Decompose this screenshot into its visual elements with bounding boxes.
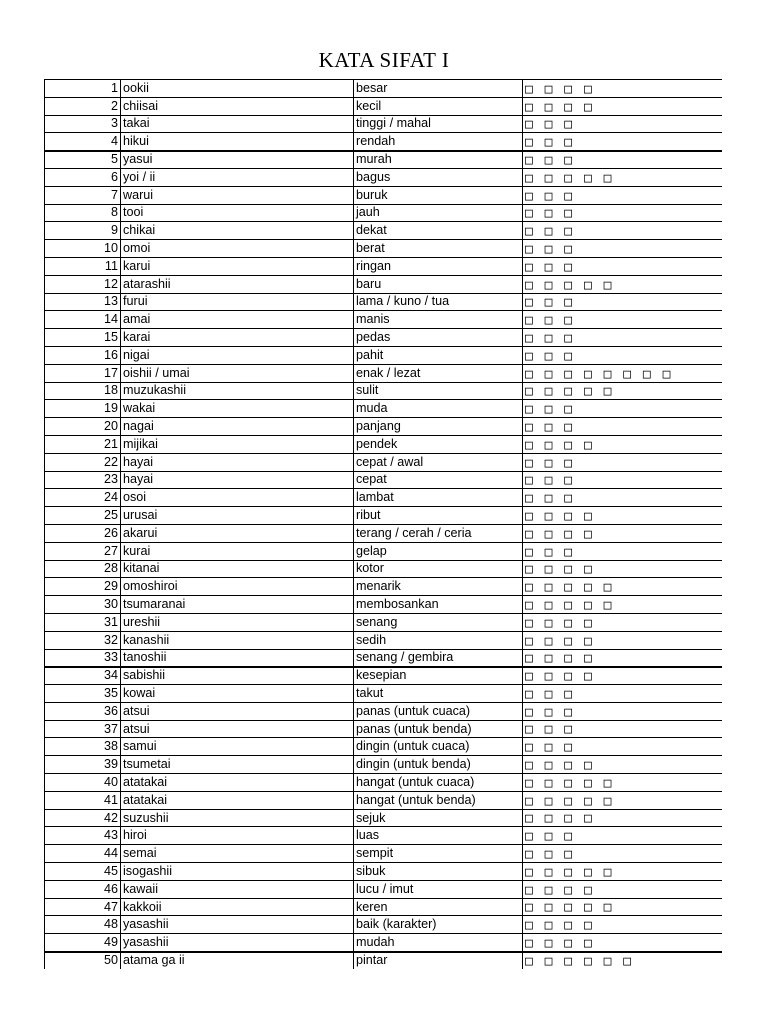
kana-cell: □ □ □ □ <box>523 756 722 774</box>
row-number-cell: 18 <box>45 382 121 400</box>
romaji-cell: hikui <box>121 133 354 151</box>
kana-cell: □ □ □ □ □ <box>523 578 722 596</box>
meaning-cell: kecil <box>354 97 523 115</box>
row-number-cell: 32 <box>45 631 121 649</box>
romaji-cell: akarui <box>121 524 354 542</box>
row-number-cell: 37 <box>45 720 121 738</box>
vocabulary-table <box>44 79 722 969</box>
kana-cell: □ □ □ □ <box>523 880 722 898</box>
romaji-cell: warui <box>121 186 354 204</box>
romaji-cell: furui <box>121 293 354 311</box>
kana-cell: □ □ □ □ <box>523 435 722 453</box>
romaji-cell: atarashii <box>121 275 354 293</box>
romaji-cell: oishii / umai <box>121 364 354 382</box>
meaning-cell: baru <box>354 275 523 293</box>
meaning-cell: berat <box>354 240 523 258</box>
table-row <box>45 702 722 720</box>
meaning-cell: pedas <box>354 329 523 347</box>
meaning-cell: luas <box>354 827 523 845</box>
kana-cell: □ □ □ <box>523 720 722 738</box>
kana-cell: □ □ □ □ □ □ <box>523 952 722 970</box>
romaji-cell: nigai <box>121 346 354 364</box>
romaji-cell: yasashii <box>121 934 354 952</box>
romaji-cell: yasui <box>121 151 354 169</box>
romaji-cell: tsumaranai <box>121 596 354 614</box>
meaning-cell: lama / kuno / tua <box>354 293 523 311</box>
meaning-cell: dingin (untuk cuaca) <box>354 738 523 756</box>
kana-cell: □ □ □ □ <box>523 507 722 525</box>
kana-cell: □ □ □ <box>523 845 722 863</box>
meaning-cell: panas (untuk cuaca) <box>354 702 523 720</box>
meaning-cell: panas (untuk benda) <box>354 720 523 738</box>
romaji-cell: sabishii <box>121 667 354 685</box>
kana-cell: □ □ □ □ <box>523 613 722 631</box>
meaning-cell: keren <box>354 898 523 916</box>
romaji-cell: isogashii <box>121 863 354 881</box>
meaning-cell: baik (karakter) <box>354 916 523 934</box>
meaning-cell: mudah <box>354 934 523 952</box>
kana-cell: □ □ □ <box>523 685 722 703</box>
kana-cell: □ □ □ <box>523 738 722 756</box>
table-row <box>45 631 722 649</box>
romaji-cell: yoi / ii <box>121 168 354 186</box>
table-row <box>45 720 722 738</box>
table-row <box>45 596 722 614</box>
romaji-cell: hayai <box>121 471 354 489</box>
table-row <box>45 578 722 596</box>
meaning-cell: senang / gembira <box>354 649 523 667</box>
kana-cell: □ □ □ <box>523 293 722 311</box>
row-number-cell: 38 <box>45 738 121 756</box>
romaji-cell: tsumetai <box>121 756 354 774</box>
table-row <box>45 880 722 898</box>
romaji-cell: kakkoii <box>121 898 354 916</box>
kana-cell: □ □ □ □ □ <box>523 774 722 792</box>
romaji-cell: osoi <box>121 489 354 507</box>
meaning-cell: lucu / imut <box>354 880 523 898</box>
kana-cell: □ □ □ □ <box>523 916 722 934</box>
kana-cell: □ □ □ □ □ <box>523 596 722 614</box>
table-row <box>45 845 722 863</box>
row-number-cell: 31 <box>45 613 121 631</box>
romaji-cell: atatakai <box>121 791 354 809</box>
table-row <box>45 667 722 685</box>
meaning-cell: kotor <box>354 560 523 578</box>
meaning-cell: enak / lezat <box>354 364 523 382</box>
table-row <box>45 222 722 240</box>
kana-cell: □ □ □ <box>523 222 722 240</box>
table-row <box>45 649 722 667</box>
table-row <box>45 133 722 151</box>
table-row <box>45 364 722 382</box>
kana-cell: □ □ □ □ □ <box>523 382 722 400</box>
kana-cell: □ □ □ □ <box>523 809 722 827</box>
row-number-cell: 23 <box>45 471 121 489</box>
romaji-cell: omoshiroi <box>121 578 354 596</box>
row-number-cell: 8 <box>45 204 121 222</box>
row-number-cell: 10 <box>45 240 121 258</box>
romaji-cell: kanashii <box>121 631 354 649</box>
romaji-cell: chikai <box>121 222 354 240</box>
page-title: KATA SIFAT I <box>318 48 450 72</box>
row-number-cell: 49 <box>45 934 121 952</box>
table-row <box>45 774 722 792</box>
row-number-cell: 17 <box>45 364 121 382</box>
romaji-cell: samui <box>121 738 354 756</box>
table-row <box>45 204 722 222</box>
vocabulary-table-body <box>45 80 722 970</box>
meaning-cell: sejuk <box>354 809 523 827</box>
table-row <box>45 489 722 507</box>
meaning-cell: dingin (untuk benda) <box>354 756 523 774</box>
kana-cell: □ □ □ □ □ <box>523 898 722 916</box>
kana-cell: □ □ □ <box>523 133 722 151</box>
romaji-cell: kitanai <box>121 560 354 578</box>
row-number-cell: 2 <box>45 97 121 115</box>
meaning-cell: pendek <box>354 435 523 453</box>
row-number-cell: 45 <box>45 863 121 881</box>
kana-cell: □ □ □ <box>523 471 722 489</box>
table-row <box>45 382 722 400</box>
row-number-cell: 48 <box>45 916 121 934</box>
meaning-cell: cepat / awal <box>354 453 523 471</box>
row-number-cell: 34 <box>45 667 121 685</box>
table-row <box>45 418 722 436</box>
romaji-cell: karui <box>121 257 354 275</box>
romaji-cell: omoi <box>121 240 354 258</box>
table-row <box>45 311 722 329</box>
meaning-cell: tinggi / mahal <box>354 115 523 133</box>
kana-cell: □ □ □ <box>523 489 722 507</box>
row-number-cell: 35 <box>45 685 121 703</box>
kana-cell: □ □ □ <box>523 311 722 329</box>
meaning-cell: jauh <box>354 204 523 222</box>
table-row <box>45 756 722 774</box>
kana-cell: □ □ □ □ <box>523 524 722 542</box>
romaji-cell: hiroi <box>121 827 354 845</box>
kana-cell: □ □ □ □ <box>523 80 722 98</box>
meaning-cell: gelap <box>354 542 523 560</box>
meaning-cell: bagus <box>354 168 523 186</box>
row-number-cell: 1 <box>45 80 121 98</box>
romaji-cell: semai <box>121 845 354 863</box>
kana-cell: □ □ □ <box>523 400 722 418</box>
table-row <box>45 791 722 809</box>
romaji-cell: kawaii <box>121 880 354 898</box>
meaning-cell: ribut <box>354 507 523 525</box>
kana-cell: □ □ □ □ <box>523 97 722 115</box>
meaning-cell: sedih <box>354 631 523 649</box>
table-row <box>45 507 722 525</box>
row-number-cell: 50 <box>45 952 121 970</box>
table-row <box>45 524 722 542</box>
kana-cell: □ □ □ □ <box>523 631 722 649</box>
meaning-cell: pahit <box>354 346 523 364</box>
row-number-cell: 28 <box>45 560 121 578</box>
row-number-cell: 7 <box>45 186 121 204</box>
kana-cell: □ □ □ <box>523 240 722 258</box>
meaning-cell: buruk <box>354 186 523 204</box>
table-row <box>45 898 722 916</box>
kana-cell: □ □ □ □ <box>523 934 722 952</box>
row-number-cell: 29 <box>45 578 121 596</box>
kana-cell: □ □ □ <box>523 257 722 275</box>
kana-cell: □ □ □ □ □ <box>523 168 722 186</box>
table-row <box>45 275 722 293</box>
kana-cell: □ □ □ <box>523 827 722 845</box>
row-number-cell: 25 <box>45 507 121 525</box>
row-number-cell: 12 <box>45 275 121 293</box>
romaji-cell: muzukashii <box>121 382 354 400</box>
table-row <box>45 738 722 756</box>
meaning-cell: senang <box>354 613 523 631</box>
kana-cell: □ □ □ □ <box>523 649 722 667</box>
table-row <box>45 329 722 347</box>
table-row <box>45 542 722 560</box>
table-row <box>45 97 722 115</box>
meaning-cell: kesepian <box>354 667 523 685</box>
romaji-cell: atama ga ii <box>121 952 354 970</box>
row-number-cell: 9 <box>45 222 121 240</box>
row-number-cell: 11 <box>45 257 121 275</box>
table-row <box>45 453 722 471</box>
meaning-cell: sibuk <box>354 863 523 881</box>
row-number-cell: 40 <box>45 774 121 792</box>
row-number-cell: 43 <box>45 827 121 845</box>
romaji-cell: ureshii <box>121 613 354 631</box>
meaning-cell: sempit <box>354 845 523 863</box>
table-row <box>45 186 722 204</box>
romaji-cell: nagai <box>121 418 354 436</box>
romaji-cell: yasashii <box>121 916 354 934</box>
table-row <box>45 952 722 970</box>
meaning-cell: muda <box>354 400 523 418</box>
kana-cell: □ □ □ <box>523 186 722 204</box>
kana-cell: □ □ □ <box>523 453 722 471</box>
row-number-cell: 4 <box>45 133 121 151</box>
row-number-cell: 19 <box>45 400 121 418</box>
table-row <box>45 560 722 578</box>
meaning-cell: sulit <box>354 382 523 400</box>
row-number-cell: 16 <box>45 346 121 364</box>
kana-cell: □ □ □ <box>523 702 722 720</box>
meaning-cell: pintar <box>354 952 523 970</box>
row-number-cell: 15 <box>45 329 121 347</box>
meaning-cell: membosankan <box>354 596 523 614</box>
romaji-cell: amai <box>121 311 354 329</box>
kana-cell: □ □ □ <box>523 115 722 133</box>
table-row <box>45 827 722 845</box>
meaning-cell: ringan <box>354 257 523 275</box>
kana-cell: □ □ □ <box>523 542 722 560</box>
meaning-cell: terang / cerah / ceria <box>354 524 523 542</box>
table-row <box>45 168 722 186</box>
table-row <box>45 435 722 453</box>
row-number-cell: 3 <box>45 115 121 133</box>
kana-cell: □ □ □ □ □ <box>523 791 722 809</box>
row-number-cell: 44 <box>45 845 121 863</box>
meaning-cell: menarik <box>354 578 523 596</box>
meaning-cell: besar <box>354 80 523 98</box>
table-row <box>45 613 722 631</box>
row-number-cell: 39 <box>45 756 121 774</box>
row-number-cell: 20 <box>45 418 121 436</box>
romaji-cell: suzushii <box>121 809 354 827</box>
romaji-cell: ookii <box>121 80 354 98</box>
row-number-cell: 26 <box>45 524 121 542</box>
row-number-cell: 27 <box>45 542 121 560</box>
table-row <box>45 809 722 827</box>
table-row <box>45 151 722 169</box>
meaning-cell: hangat (untuk cuaca) <box>354 774 523 792</box>
table-row <box>45 240 722 258</box>
meaning-cell: takut <box>354 685 523 703</box>
row-number-cell: 24 <box>45 489 121 507</box>
romaji-cell: atsui <box>121 702 354 720</box>
kana-cell: □ □ □ <box>523 151 722 169</box>
row-number-cell: 47 <box>45 898 121 916</box>
meaning-cell: rendah <box>354 133 523 151</box>
kana-cell: □ □ □ <box>523 418 722 436</box>
kana-cell: □ □ □ <box>523 204 722 222</box>
meaning-cell: cepat <box>354 471 523 489</box>
row-number-cell: 14 <box>45 311 121 329</box>
romaji-cell: tooi <box>121 204 354 222</box>
meaning-cell: dekat <box>354 222 523 240</box>
row-number-cell: 36 <box>45 702 121 720</box>
table-row <box>45 115 722 133</box>
romaji-cell: wakai <box>121 400 354 418</box>
kana-cell: □ □ □ <box>523 329 722 347</box>
kana-cell: □ □ □ □ □ □ □ □ <box>523 364 722 382</box>
table-row <box>45 471 722 489</box>
table-row <box>45 400 722 418</box>
romaji-cell: atsui <box>121 720 354 738</box>
row-number-cell: 33 <box>45 649 121 667</box>
row-number-cell: 6 <box>45 168 121 186</box>
row-number-cell: 41 <box>45 791 121 809</box>
romaji-cell: karai <box>121 329 354 347</box>
row-number-cell: 46 <box>45 880 121 898</box>
row-number-cell: 13 <box>45 293 121 311</box>
romaji-cell: kurai <box>121 542 354 560</box>
romaji-cell: mijikai <box>121 435 354 453</box>
table-row <box>45 916 722 934</box>
row-number-cell: 22 <box>45 453 121 471</box>
row-number-cell: 30 <box>45 596 121 614</box>
meaning-cell: panjang <box>354 418 523 436</box>
romaji-cell: takai <box>121 115 354 133</box>
row-number-cell: 5 <box>45 151 121 169</box>
meaning-cell: lambat <box>354 489 523 507</box>
kana-cell: □ □ □ □ <box>523 560 722 578</box>
table-row <box>45 80 722 98</box>
row-number-cell: 21 <box>45 435 121 453</box>
table-row <box>45 346 722 364</box>
romaji-cell: kowai <box>121 685 354 703</box>
row-number-cell: 42 <box>45 809 121 827</box>
romaji-cell: hayai <box>121 453 354 471</box>
kana-cell: □ □ □ □ □ <box>523 863 722 881</box>
romaji-cell: tanoshii <box>121 649 354 667</box>
table-row <box>45 863 722 881</box>
romaji-cell: atatakai <box>121 774 354 792</box>
romaji-cell: chiisai <box>121 97 354 115</box>
romaji-cell: urusai <box>121 507 354 525</box>
meaning-cell: murah <box>354 151 523 169</box>
table-row <box>45 685 722 703</box>
kana-cell: □ □ □ <box>523 346 722 364</box>
vocabulary-sheet <box>44 79 721 969</box>
table-row <box>45 293 722 311</box>
meaning-cell: hangat (untuk benda) <box>354 791 523 809</box>
kana-cell: □ □ □ □ <box>523 667 722 685</box>
table-row <box>45 934 722 952</box>
kana-cell: □ □ □ □ □ <box>523 275 722 293</box>
table-row <box>45 257 722 275</box>
meaning-cell: manis <box>354 311 523 329</box>
